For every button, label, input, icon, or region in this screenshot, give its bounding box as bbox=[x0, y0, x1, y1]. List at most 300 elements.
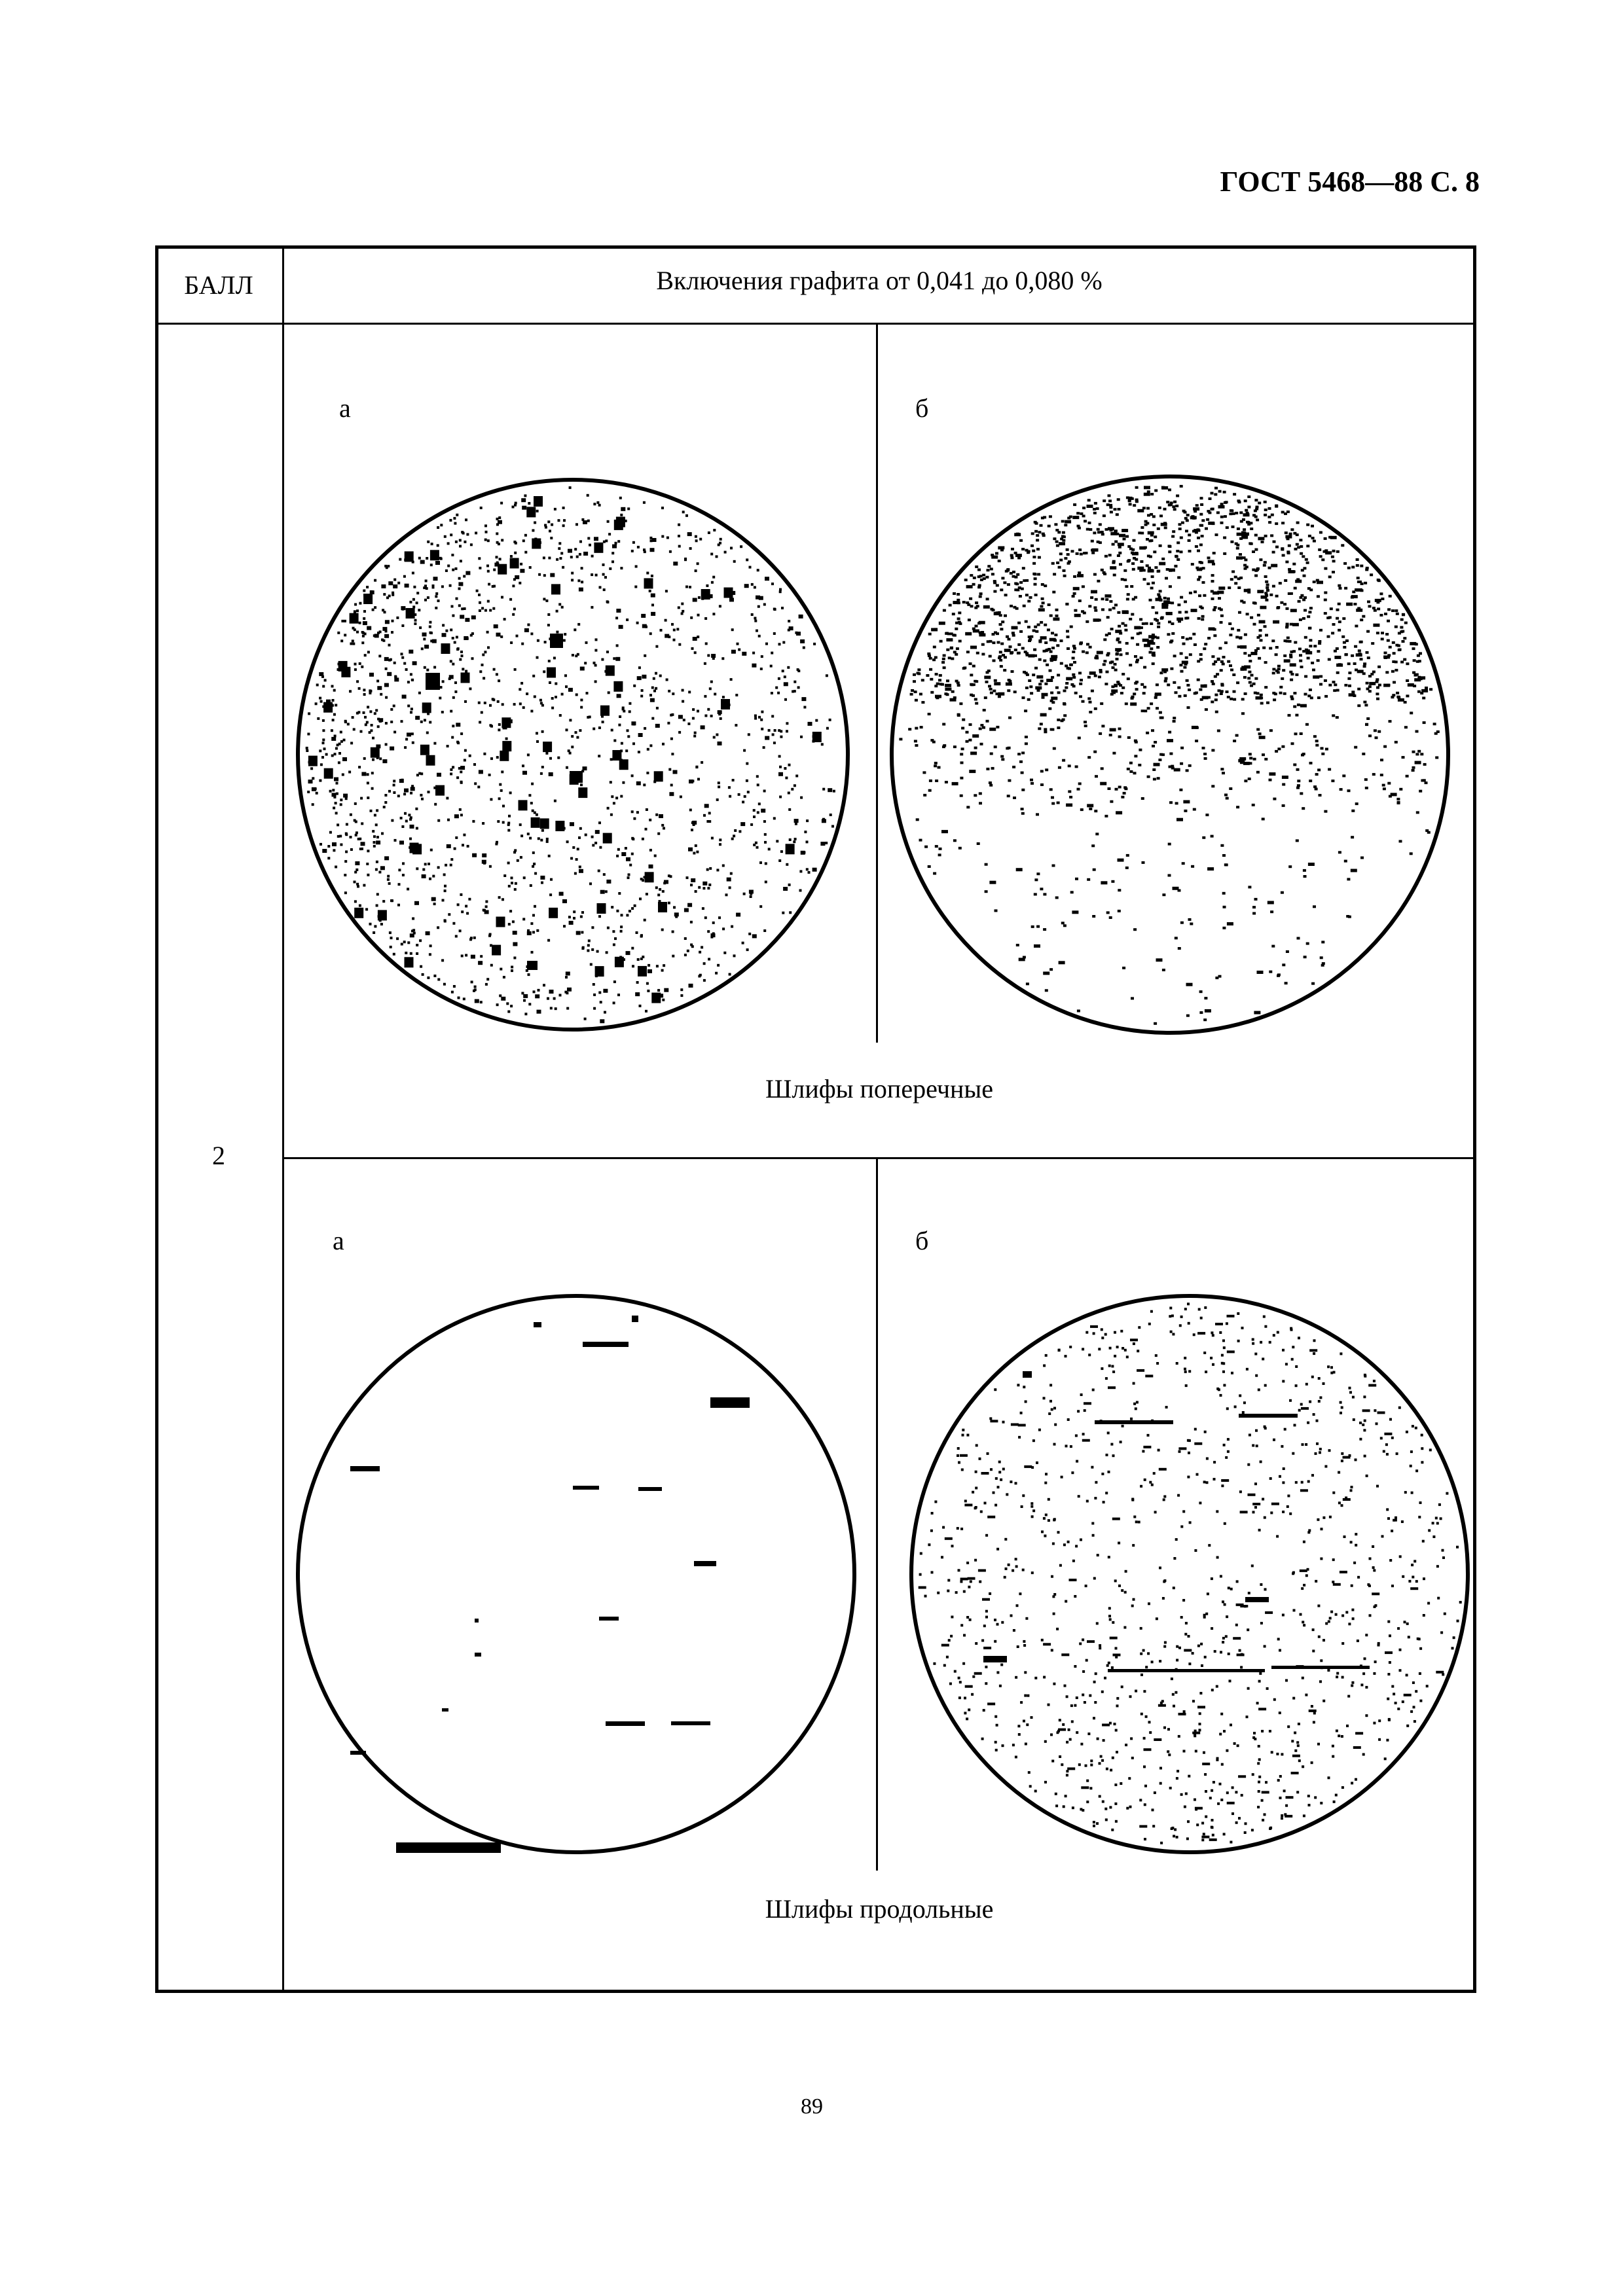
graphite-inclusion bbox=[414, 622, 416, 625]
graphite-inclusion bbox=[1347, 677, 1351, 680]
graphite-inclusion bbox=[450, 533, 452, 536]
graphite-inclusion bbox=[1322, 1700, 1325, 1702]
graphite-inclusion bbox=[1275, 522, 1278, 525]
graphite-inclusion bbox=[1244, 589, 1250, 592]
graphite-inclusion bbox=[1261, 1799, 1264, 1802]
graphite-inclusion bbox=[1074, 1595, 1076, 1598]
graphite-inclusion bbox=[571, 735, 574, 738]
graphite-inclusion bbox=[412, 661, 417, 665]
graphite-inclusion bbox=[455, 567, 458, 570]
graphite-inclusion bbox=[774, 729, 776, 732]
graphite-inclusion bbox=[1331, 632, 1334, 634]
graphite-inclusion bbox=[1060, 662, 1063, 665]
graphite-inclusion bbox=[928, 865, 931, 868]
graphite-inclusion bbox=[1034, 1790, 1037, 1793]
graphite-inclusion bbox=[1222, 1641, 1224, 1643]
graphite-inclusion bbox=[1364, 1455, 1366, 1458]
graphite-inclusion bbox=[1260, 606, 1266, 609]
graphite-inclusion bbox=[350, 848, 353, 851]
graphite-inclusion bbox=[698, 886, 701, 889]
graphite-inclusion bbox=[356, 883, 359, 886]
graphite-inclusion bbox=[1006, 747, 1009, 749]
graphite-inclusion bbox=[409, 601, 412, 603]
graphite-inclusion bbox=[1005, 1568, 1008, 1570]
graphite-inclusion bbox=[1091, 1522, 1094, 1525]
graphite-inclusion bbox=[1100, 1755, 1103, 1758]
graphite-inclusion bbox=[958, 611, 961, 614]
graphite-inclusion bbox=[1436, 1522, 1439, 1524]
graphite-inclusion bbox=[689, 809, 692, 812]
graphite-inclusion bbox=[1157, 528, 1160, 530]
graphite-inclusion bbox=[1216, 1685, 1218, 1688]
graphite-inclusion bbox=[1210, 1357, 1213, 1359]
graphite-inclusion bbox=[1188, 1439, 1191, 1442]
graphite-inclusion bbox=[721, 657, 724, 660]
graphite-inclusion bbox=[429, 626, 431, 628]
graphite-inclusion bbox=[1221, 1484, 1224, 1487]
graphite-inclusion bbox=[536, 929, 539, 932]
graphite-inclusion bbox=[1253, 1732, 1256, 1734]
graphite-inclusion bbox=[414, 619, 417, 622]
graphite-inclusion bbox=[1018, 1436, 1021, 1439]
graphite-inclusion bbox=[1231, 1812, 1234, 1815]
graphite-inclusion bbox=[454, 848, 456, 850]
graphite-inclusion bbox=[1415, 643, 1418, 645]
graphite-inclusion bbox=[501, 703, 504, 706]
graphite-inclusion bbox=[432, 554, 435, 556]
graphite-inclusion bbox=[1244, 1605, 1247, 1607]
graphite-inclusion bbox=[1174, 768, 1180, 772]
graphite-inclusion bbox=[709, 867, 712, 870]
graphite-inclusion bbox=[722, 696, 725, 698]
graphite-inclusion bbox=[1124, 1349, 1127, 1352]
graphite-inclusion bbox=[998, 1471, 1001, 1473]
graphite-inclusion bbox=[1292, 1755, 1300, 1757]
graphite-inclusion bbox=[1211, 655, 1214, 658]
graphite-inclusion bbox=[1215, 533, 1218, 536]
graphite-inclusion bbox=[1222, 1637, 1225, 1640]
graphite-inclusion bbox=[1122, 611, 1129, 614]
graphite-inclusion bbox=[645, 872, 654, 882]
graphite-inclusion bbox=[1244, 1831, 1247, 1834]
graphite-inclusion bbox=[1308, 611, 1311, 613]
graphite-inclusion bbox=[1161, 523, 1167, 526]
graphite-inclusion bbox=[1414, 674, 1417, 677]
graphite-inclusion bbox=[1178, 1735, 1180, 1738]
graphite-inclusion bbox=[617, 694, 621, 698]
graphite-inclusion bbox=[929, 657, 932, 660]
graphite-inclusion bbox=[416, 827, 418, 830]
graphite-inclusion bbox=[1377, 1644, 1380, 1647]
graphite-inclusion bbox=[1227, 1315, 1235, 1318]
graphite-inclusion bbox=[703, 979, 706, 982]
graphite-inclusion bbox=[517, 859, 519, 862]
graphite-inclusion bbox=[1311, 1474, 1314, 1477]
graphite-inclusion bbox=[976, 652, 979, 655]
graphite-inclusion bbox=[1203, 1352, 1206, 1354]
graphite-inclusion bbox=[1137, 1369, 1144, 1372]
graphite-inclusion bbox=[1346, 1725, 1349, 1727]
graphite-inclusion bbox=[445, 864, 447, 867]
graphite-inclusion bbox=[447, 819, 450, 821]
graphite-inclusion bbox=[1036, 539, 1039, 541]
graphite-inclusion bbox=[1051, 647, 1055, 649]
graphite-inclusion bbox=[1194, 1734, 1196, 1737]
graphite-inclusion bbox=[651, 603, 654, 606]
graphite-inclusion bbox=[972, 694, 975, 697]
graphite-inclusion bbox=[545, 600, 548, 602]
graphite-inclusion bbox=[426, 673, 440, 690]
graphite-inclusion bbox=[570, 857, 573, 860]
graphite-inclusion bbox=[747, 791, 750, 793]
graphite-inclusion bbox=[1351, 810, 1355, 812]
graphite-inclusion bbox=[656, 707, 659, 709]
graphite-inclusion bbox=[312, 787, 316, 791]
graphite-inclusion bbox=[943, 609, 946, 612]
graphite-inclusion bbox=[1307, 657, 1310, 660]
graphite-inclusion bbox=[1358, 653, 1361, 655]
graphite-inclusion bbox=[1159, 545, 1162, 547]
graphite-inclusion bbox=[569, 719, 572, 721]
graphite-inclusion bbox=[822, 818, 825, 821]
graphite-inclusion bbox=[1073, 587, 1080, 590]
graphite-inclusion bbox=[659, 814, 663, 818]
graphite-inclusion bbox=[358, 766, 361, 768]
graphite-inclusion bbox=[958, 1677, 960, 1679]
graphite-inclusion bbox=[1338, 851, 1341, 853]
graphite-inclusion bbox=[696, 766, 699, 768]
graphite-inclusion bbox=[935, 845, 938, 848]
graphite-inclusion bbox=[1118, 1542, 1120, 1545]
graphite-inclusion bbox=[401, 656, 404, 659]
graphite-inclusion bbox=[953, 839, 957, 842]
graphite-inclusion bbox=[1336, 1730, 1338, 1732]
graphite-inclusion bbox=[734, 829, 737, 832]
graphite-inclusion bbox=[1219, 1733, 1222, 1736]
graphite-inclusion bbox=[1118, 728, 1122, 730]
graphite-inclusion bbox=[649, 865, 653, 869]
graphite-inclusion bbox=[1252, 1342, 1254, 1345]
graphite-inclusion bbox=[996, 1671, 999, 1674]
graphite-inclusion bbox=[644, 727, 646, 730]
graphite-inclusion bbox=[1061, 1763, 1063, 1766]
graphite-inclusion bbox=[543, 670, 545, 673]
graphite-inclusion bbox=[1412, 1425, 1414, 1427]
graphite-inclusion bbox=[1109, 662, 1112, 664]
graphite-inclusion bbox=[341, 620, 344, 622]
graphite-inclusion bbox=[1148, 531, 1154, 535]
graphite-inclusion bbox=[1311, 662, 1314, 664]
graphite-inclusion bbox=[1351, 1782, 1353, 1784]
graphite-inclusion bbox=[1415, 761, 1421, 764]
graphite-inclusion bbox=[1260, 1622, 1263, 1624]
graphite-inclusion bbox=[604, 706, 607, 708]
graphite-inclusion bbox=[1140, 683, 1144, 686]
graphite-inclusion bbox=[695, 539, 698, 542]
graphite-inclusion bbox=[464, 700, 467, 703]
graphite-inclusion bbox=[1273, 798, 1276, 800]
graphite-inclusion bbox=[371, 772, 374, 774]
graphite-inclusion bbox=[1019, 630, 1023, 633]
graphite-inclusion bbox=[687, 903, 692, 907]
graphite-inclusion bbox=[1110, 1637, 1118, 1640]
graphite-inclusion bbox=[1111, 689, 1118, 692]
graphite-inclusion bbox=[1391, 1685, 1394, 1688]
graphite-inclusion bbox=[1272, 672, 1275, 674]
graphite-inclusion bbox=[1055, 541, 1059, 543]
graphite-inclusion bbox=[613, 1001, 615, 1004]
graphite-inclusion bbox=[429, 878, 431, 880]
graphite-inclusion bbox=[329, 831, 332, 834]
graphite-inclusion bbox=[1155, 1354, 1158, 1357]
graphite-inclusion bbox=[388, 790, 391, 793]
graphite-inclusion bbox=[1264, 514, 1267, 516]
graphite-inclusion bbox=[366, 595, 369, 598]
graphite-inclusion bbox=[1192, 515, 1195, 518]
graphite-inclusion bbox=[1104, 683, 1108, 685]
graphite-inclusion bbox=[484, 539, 487, 541]
graphite-inclusion bbox=[763, 603, 766, 606]
graphite-inclusion bbox=[955, 628, 958, 630]
graphite-inclusion bbox=[1032, 673, 1035, 676]
graphite-inclusion bbox=[1109, 734, 1112, 736]
graphite-inclusion bbox=[736, 913, 740, 917]
graphite-inclusion bbox=[1077, 788, 1080, 791]
graphite-inclusion bbox=[1281, 745, 1285, 748]
graphite-inclusion bbox=[1123, 569, 1127, 572]
graphite-inclusion bbox=[1173, 508, 1176, 511]
graphite-inclusion bbox=[1047, 628, 1050, 631]
graphite-inclusion bbox=[1185, 529, 1188, 532]
graphite-inclusion bbox=[1388, 1719, 1391, 1721]
graphite-inclusion bbox=[1399, 788, 1402, 791]
graphite-inclusion bbox=[1197, 660, 1200, 662]
graphite-inclusion bbox=[1320, 1659, 1322, 1662]
graphite-inclusion bbox=[1084, 520, 1087, 522]
graphite-inclusion bbox=[1090, 596, 1093, 599]
graphite-inclusion bbox=[1355, 625, 1358, 628]
graphite-inclusion bbox=[450, 773, 452, 776]
graphite-inclusion bbox=[1043, 1397, 1046, 1399]
graphite-inclusion bbox=[1347, 662, 1351, 665]
graphite-inclusion bbox=[460, 615, 464, 619]
graphite-inclusion bbox=[1211, 700, 1214, 703]
graphite-inclusion bbox=[1069, 1346, 1072, 1348]
graphite-inclusion bbox=[435, 561, 440, 565]
graphite-inclusion bbox=[413, 932, 416, 935]
graphite-inclusion bbox=[354, 668, 357, 671]
graphite-inclusion bbox=[1091, 552, 1095, 554]
graphite-inclusion bbox=[962, 1662, 965, 1665]
graphite-inclusion bbox=[513, 851, 516, 853]
graphite-inclusion bbox=[1172, 530, 1175, 533]
graphite-inclusion bbox=[786, 863, 788, 866]
graphite-inclusion bbox=[1112, 1371, 1115, 1373]
graphite-inclusion bbox=[575, 655, 577, 657]
graphite-inclusion bbox=[340, 731, 342, 734]
graphite-inclusion bbox=[559, 892, 564, 896]
graphite-inclusion bbox=[390, 747, 394, 751]
graphite-inclusion bbox=[782, 912, 784, 914]
graphite-inclusion bbox=[1283, 1789, 1286, 1792]
graphite-inclusion bbox=[1065, 687, 1068, 689]
graphite-inclusion bbox=[1017, 622, 1021, 624]
graphite-inclusion bbox=[401, 606, 405, 610]
graphite-inclusion bbox=[561, 693, 564, 696]
graphite-inclusion bbox=[1385, 1443, 1388, 1446]
graphite-inclusion bbox=[1205, 1009, 1211, 1013]
graphite-inclusion bbox=[1427, 831, 1431, 834]
graphite-inclusion bbox=[1000, 665, 1003, 668]
graphite-inclusion bbox=[1131, 562, 1135, 565]
graphite-inclusion bbox=[501, 997, 505, 1001]
graphite-inclusion bbox=[831, 825, 834, 828]
graphite-inclusion bbox=[933, 1662, 936, 1665]
graphite-inclusion bbox=[1145, 622, 1148, 625]
graphite-inclusion bbox=[603, 833, 612, 844]
graphite-inclusion bbox=[534, 1322, 541, 1327]
graphite-inclusion bbox=[613, 740, 616, 742]
graphite-inclusion bbox=[974, 747, 977, 749]
graphite-inclusion bbox=[584, 662, 587, 664]
graphite-inclusion bbox=[534, 812, 536, 814]
graphite-inclusion bbox=[792, 691, 794, 693]
graphite-inclusion bbox=[1249, 522, 1252, 524]
graphite-inclusion bbox=[1324, 695, 1328, 698]
graphite-inclusion bbox=[333, 713, 336, 716]
graphite-inclusion bbox=[1108, 554, 1112, 556]
graphite-inclusion bbox=[1118, 543, 1124, 546]
graphite-inclusion bbox=[1092, 915, 1095, 918]
graphite-inclusion bbox=[1340, 1412, 1342, 1414]
graphite-inclusion bbox=[426, 755, 435, 766]
graphite-inclusion bbox=[1308, 1804, 1311, 1806]
graphite-inclusion bbox=[1035, 630, 1038, 633]
graphite-inclusion bbox=[1253, 623, 1256, 626]
graphite-inclusion bbox=[1235, 734, 1239, 737]
graphite-inclusion bbox=[466, 637, 469, 640]
graphite-inclusion bbox=[628, 873, 630, 876]
graphite-inclusion bbox=[602, 721, 604, 723]
graphite-inclusion bbox=[1218, 689, 1221, 692]
graphite-inclusion bbox=[1054, 634, 1057, 636]
graphite-inclusion bbox=[960, 1528, 963, 1530]
graphite-inclusion bbox=[1327, 1365, 1330, 1368]
graphite-inclusion bbox=[1317, 659, 1320, 662]
graphite-inclusion bbox=[1185, 611, 1188, 613]
graphite-inclusion bbox=[1288, 570, 1295, 573]
graphite-inclusion bbox=[640, 935, 643, 938]
graphite-inclusion bbox=[576, 736, 579, 739]
graphite-inclusion bbox=[1296, 578, 1300, 581]
graphite-inclusion bbox=[1027, 698, 1030, 701]
graphite-inclusion bbox=[673, 906, 676, 908]
graphite-inclusion bbox=[1269, 1477, 1272, 1480]
graphite-inclusion bbox=[1241, 1794, 1243, 1797]
graphite-inclusion bbox=[361, 822, 363, 825]
graphite-inclusion bbox=[1328, 684, 1332, 687]
graphite-inclusion bbox=[1376, 698, 1379, 700]
graphite-inclusion bbox=[579, 541, 582, 543]
graphite-inclusion bbox=[1235, 1624, 1238, 1626]
graphite-inclusion bbox=[999, 1685, 1002, 1687]
graphite-inclusion bbox=[448, 677, 451, 680]
graphite-inclusion bbox=[1182, 510, 1186, 512]
graphite-inclusion bbox=[1106, 911, 1110, 914]
graphite-inclusion bbox=[573, 1486, 599, 1490]
graphite-inclusion bbox=[1184, 1649, 1192, 1652]
graphite-inclusion bbox=[1152, 524, 1156, 526]
graphite-inclusion bbox=[1043, 1643, 1051, 1645]
graphite-inclusion bbox=[1004, 656, 1007, 658]
graphite-inclusion bbox=[1146, 507, 1150, 510]
graphite-inclusion bbox=[651, 612, 655, 616]
graphite-inclusion bbox=[691, 878, 695, 882]
graphite-inclusion bbox=[614, 937, 617, 940]
graphite-inclusion bbox=[1427, 1602, 1430, 1605]
graphite-inclusion bbox=[1203, 1018, 1207, 1021]
graphite-inclusion bbox=[632, 723, 635, 726]
graphite-inclusion bbox=[1135, 486, 1139, 489]
graphite-inclusion bbox=[1435, 757, 1438, 759]
graphite-inclusion bbox=[1236, 547, 1239, 550]
graphite-inclusion bbox=[500, 968, 502, 971]
graphite-inclusion bbox=[1352, 1396, 1355, 1399]
graphite-inclusion bbox=[1139, 749, 1142, 751]
graphite-inclusion bbox=[1171, 632, 1175, 635]
graphite-inclusion bbox=[1269, 1730, 1271, 1732]
graphite-inclusion bbox=[1096, 1622, 1099, 1624]
graphite-inclusion bbox=[487, 539, 490, 542]
graphite-inclusion bbox=[678, 731, 681, 734]
graphite-inclusion bbox=[1246, 1715, 1249, 1718]
graphite-inclusion bbox=[1087, 499, 1091, 501]
graphite-inclusion bbox=[784, 675, 786, 678]
graphite-inclusion bbox=[1436, 1565, 1439, 1568]
graphite-inclusion bbox=[1125, 1744, 1127, 1746]
graphite-inclusion bbox=[509, 598, 512, 601]
graphite-inclusion bbox=[1399, 1555, 1402, 1558]
graphite-inclusion bbox=[352, 639, 354, 642]
graphite-inclusion bbox=[1122, 1347, 1124, 1350]
graphite-inclusion bbox=[941, 661, 945, 664]
graphite-inclusion bbox=[483, 677, 485, 679]
graphite-inclusion bbox=[1315, 773, 1319, 776]
graphite-inclusion bbox=[470, 937, 473, 939]
graphite-inclusion bbox=[1305, 1694, 1307, 1696]
graphite-inclusion bbox=[1313, 1413, 1315, 1416]
graphite-inclusion bbox=[1114, 1784, 1117, 1786]
graphite-inclusion bbox=[1429, 1448, 1432, 1451]
graphite-inclusion bbox=[437, 866, 440, 869]
graphite-inclusion bbox=[492, 585, 494, 588]
graphite-inclusion bbox=[1072, 595, 1075, 598]
graphite-inclusion bbox=[966, 1616, 969, 1619]
graphite-inclusion bbox=[1199, 1729, 1201, 1731]
graphite-inclusion bbox=[613, 980, 616, 983]
graphite-inclusion bbox=[1053, 1613, 1055, 1615]
graphite-inclusion bbox=[1395, 1702, 1397, 1704]
graphite-inclusion bbox=[1127, 677, 1130, 680]
graphite-inclusion bbox=[1114, 603, 1118, 606]
graphite-inclusion bbox=[1364, 1420, 1366, 1422]
graphite-inclusion bbox=[583, 520, 587, 524]
graphite-inclusion bbox=[426, 732, 429, 734]
graphite-inclusion bbox=[607, 807, 610, 810]
graphite-inclusion bbox=[1197, 679, 1200, 681]
graphite-inclusion bbox=[712, 613, 715, 615]
graphite-inclusion bbox=[1300, 596, 1303, 599]
